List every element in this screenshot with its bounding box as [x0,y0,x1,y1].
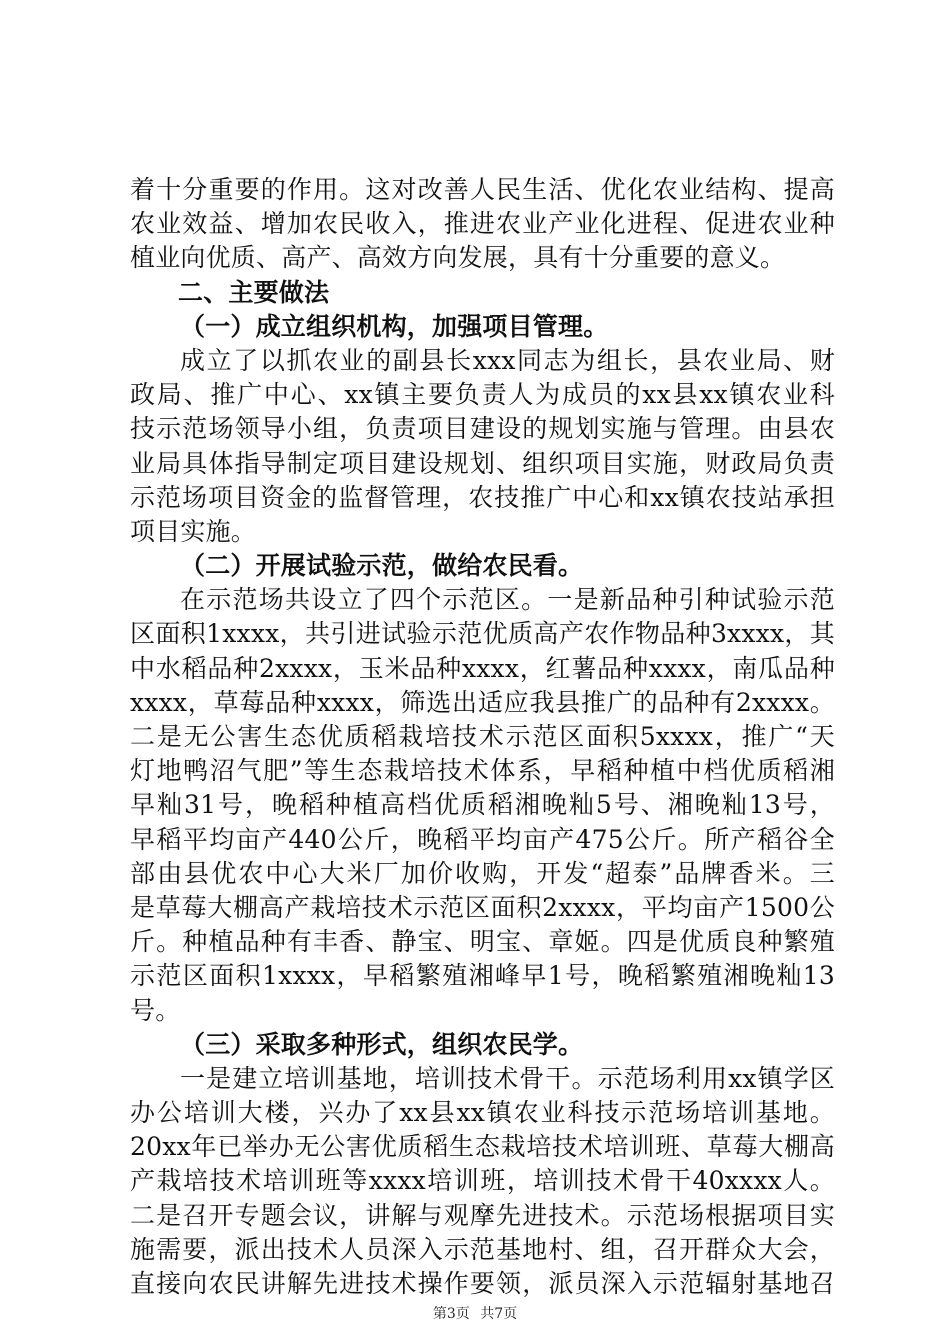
page-total: 共7页 [480,1306,518,1322]
subsection-heading: （二）开展试验示范，做给农民看。 [180,551,584,581]
paragraph-last-line: 植业向优质、高产、高效方向发展，具有十分重要的意义。 [130,243,786,273]
page-number: 第3页 [432,1306,470,1322]
body-text-line: 中水稻品种2xxxx，玉米品种xxxx，红薯品种xxxx，南瓜品种 [130,653,835,683]
body-text-line: 斤。种植品种有丰香、静宝、明宝、章姬。四是优质良种繁殖 [130,927,835,957]
body-text-line: 示范区面积1xxxx，早稻繁殖湘峰早1号，晚稻繁殖湘晚籼13 [130,961,835,991]
body-text-line: 着十分重要的作用。这对改善人民生活、优化农业结构、提高 [130,175,835,204]
body-text-line: 办公培训大楼，兴办了xx县xx镇农业科技示范场培训基地。 [130,1098,835,1128]
body-text-line: 示范场项目资金的监督管理，农技推广中心和xx镇农技站承担 [130,482,835,512]
document-body [130,173,835,1301]
body-text-line: 区面积1xxxx，共引进试验示范优质高产农作物品种3xxxx，其 [130,619,835,649]
body-text-line: 施需要，派出技术人员深入示范基地村、组，召开群众大会， [130,1234,835,1264]
body-text-line: 农业效益、增加农民收入，推进农业产业化进程、促进农业种 [130,209,835,239]
body-text-line: 早籼31号，晚稻种植高档优质稻湘晚籼5号、湘晚籼13号， [130,790,835,820]
body-text-line: 二是召开专题会议，讲解与观摩先进技术。示范场根据项目实 [130,1200,835,1230]
subsection-heading: （三）采取多种形式，组织农民学。 [180,1029,584,1059]
paragraph-last-line: 号。 [130,995,181,1025]
body-text-line: xxxx，草莓品种xxxx，筛选出适应我县推广的品种有2xxxx。 [130,687,835,717]
paragraph-first-line: 在示范场共设立了四个示范区。一是新品种引种试验示范 [180,585,835,615]
paragraph-last-line: 项目实施。 [130,516,257,546]
paragraph-first-line: 成立了以抓农业的副县长xxx同志为组长，县农业局、财 [180,345,835,375]
body-text-line: 20xx年已举办无公害优质稻生态栽培技术培训班、草莓大棚高 [130,1132,835,1162]
body-text-line: 部由县优农中心大米厂加价收购，开发“超泰”品牌香米。三 [130,858,835,888]
body-text-line: 早稻平均亩产440公斤，晚稻平均亩产475公斤。所产稻谷全 [130,824,835,854]
body-text-line: 产栽培技术培训班等xxxx培训班，培训技术骨干40xxxx人。 [130,1166,835,1196]
body-text-line: 直接向农民讲解先进技术操作要领，派员深入示范辐射基地召 [130,1269,835,1298]
paragraph-first-line: 一是建立培训基地，培训技术骨干。示范场利用xx镇学区 [180,1063,835,1093]
subsection-heading: （一）成立组织机构，加强项目管理。 [180,311,609,341]
body-text-line: 业局具体指导制定项目建设规划、组织项目实施，财政局负责 [130,448,835,478]
body-text-line: 二是无公害生态优质稻栽培技术示范区面积5xxxx，推广“天 [130,722,835,751]
page-footer [0,1303,950,1323]
section-heading: 二、主要做法 [178,277,330,307]
body-text-line: 是草莓大棚高产栽培技术示范区面积2xxxx，平均亩产1500公 [130,892,835,922]
body-text-line: 政局、推广中心、xx镇主要负责人为成员的xx县xx镇农业科 [130,380,835,410]
body-text-line: 灯地鸭沼气肥”等生态栽培技术体系，早稻种植中档优质稻湘 [130,756,835,786]
body-text-line: 技示范场领导小组，负责项目建设的规划实施与管理。由县农 [130,414,835,444]
